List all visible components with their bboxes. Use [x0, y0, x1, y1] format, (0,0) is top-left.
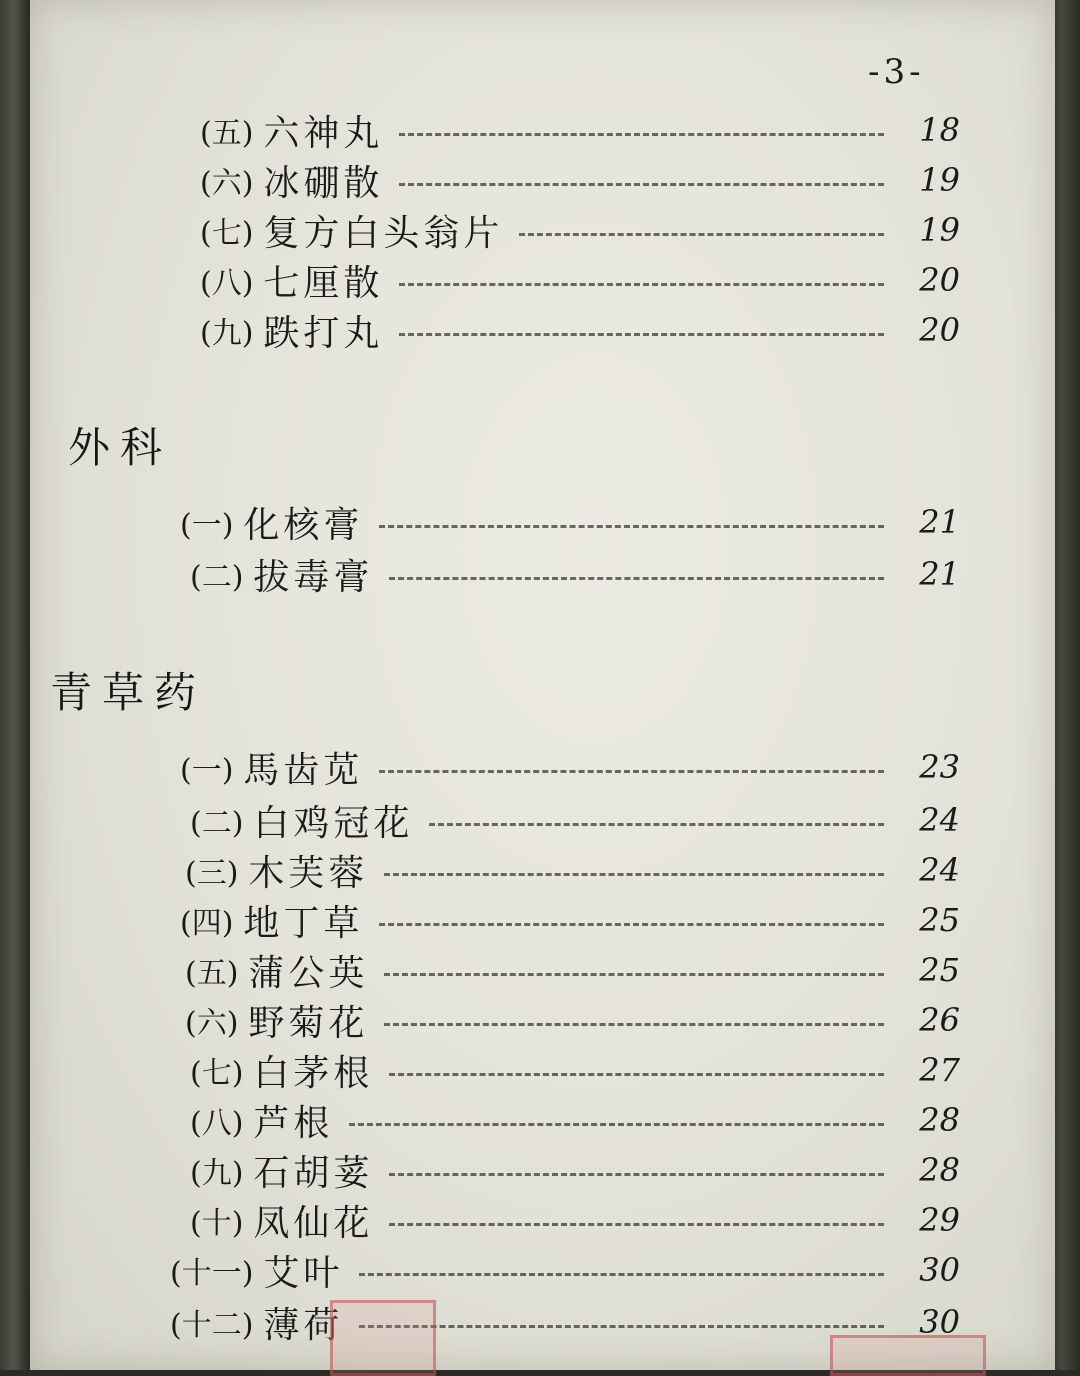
seal-stamp [330, 1300, 436, 1376]
entry-title: 跌打丸 [263, 312, 384, 354]
dot-leader [384, 1023, 884, 1026]
entry-number: (七) [190, 1056, 244, 1091]
toc-entry [190, 1048, 960, 1092]
entry-page: 24 [919, 851, 960, 889]
entry-title: 木芙蓉 [248, 852, 369, 894]
toc-entry [170, 1248, 960, 1292]
toc-entry [200, 258, 960, 302]
dot-leader [399, 183, 884, 186]
dot-leader [359, 1273, 884, 1276]
dot-leader [399, 133, 884, 136]
dot-leader [389, 1223, 884, 1226]
toc-entry [185, 998, 960, 1042]
document-page [30, 0, 1055, 1370]
entry-page: 19 [919, 161, 960, 199]
toc-entry [190, 552, 960, 596]
dot-leader [389, 577, 884, 580]
dot-leader [389, 1073, 884, 1076]
dot-leader [389, 1173, 884, 1176]
entry-title: 馬齿苋 [243, 749, 364, 791]
entry-number: (九) [200, 316, 254, 351]
page-number: -3- [868, 52, 925, 92]
entry-page: 28 [919, 1101, 960, 1139]
toc-entry [185, 948, 960, 992]
dot-leader [349, 1123, 884, 1126]
entry-title: 六神丸 [263, 112, 384, 154]
entry-number: (八) [190, 1106, 244, 1141]
entry-title: 野菊花 [248, 1002, 369, 1044]
entry-page: 24 [919, 801, 960, 839]
toc-entry [190, 1098, 960, 1142]
entry-page: 20 [919, 261, 960, 299]
dot-leader [384, 973, 884, 976]
toc-entry [185, 848, 960, 892]
entry-page: 23 [919, 748, 960, 786]
entry-title: 七厘散 [263, 262, 384, 304]
entry-page: 25 [919, 951, 960, 989]
toc-entry [180, 745, 960, 789]
toc-entry [180, 500, 960, 544]
toc-entry [190, 1198, 960, 1242]
entry-page: 25 [919, 901, 960, 939]
entry-page: 27 [919, 1051, 960, 1089]
dot-leader [384, 873, 884, 876]
entry-number: (四) [180, 906, 234, 941]
entry-number: (三) [185, 856, 239, 891]
entry-number: (十二) [170, 1308, 254, 1343]
entry-page: 21 [919, 503, 960, 541]
entry-number: (二) [190, 560, 244, 595]
entry-page: 19 [919, 211, 960, 249]
entry-number: (二) [190, 806, 244, 841]
entry-number: (八) [200, 266, 254, 301]
entry-page: 18 [919, 111, 960, 149]
entry-number: (十一) [170, 1256, 254, 1291]
section-heading: 青草药 [50, 668, 207, 717]
entry-page: 21 [919, 555, 960, 593]
section-heading: 外科 [68, 423, 173, 472]
entry-title: 冰硼散 [263, 162, 384, 204]
entry-title: 复方白头翁片 [263, 212, 504, 254]
entry-title: 薄荷 [263, 1304, 344, 1346]
toc-entry [200, 208, 960, 252]
toc-entry [200, 108, 960, 152]
toc-entry [190, 1148, 960, 1192]
toc-entry [180, 898, 960, 942]
entry-title: 艾叶 [263, 1252, 344, 1294]
entry-number: (一) [180, 508, 234, 543]
dot-leader [379, 923, 884, 926]
entry-title: 白茅根 [253, 1052, 374, 1094]
entry-page: 28 [919, 1151, 960, 1189]
entry-number: (七) [200, 216, 254, 251]
entry-number: (六) [185, 1006, 239, 1041]
entry-title: 白鸡冠花 [253, 802, 414, 844]
entry-title: 蒲公英 [248, 952, 369, 994]
entry-title: 石胡荽 [253, 1152, 374, 1194]
entry-number: (九) [190, 1156, 244, 1191]
entry-number: (一) [180, 753, 234, 788]
dot-leader [399, 283, 884, 286]
dot-leader [519, 233, 884, 236]
dot-leader [359, 1325, 884, 1328]
entry-page: 26 [919, 1001, 960, 1039]
dot-leader [399, 333, 884, 336]
entry-title: 芦根 [253, 1102, 334, 1144]
toc-entry [200, 158, 960, 202]
entry-page: 30 [919, 1251, 960, 1289]
dot-leader [429, 823, 884, 826]
entry-number: (五) [185, 956, 239, 991]
entry-title: 化核膏 [243, 504, 364, 546]
entry-number: (十) [190, 1206, 244, 1241]
toc-entry [190, 798, 960, 842]
entry-title: 拔毒膏 [253, 556, 374, 598]
entry-page: 20 [919, 311, 960, 349]
entry-title: 地丁草 [243, 902, 364, 944]
dot-leader [379, 770, 884, 773]
entry-page: 29 [919, 1201, 960, 1239]
entry-number: (六) [200, 166, 254, 201]
entry-number: (五) [200, 116, 254, 151]
toc-entry [200, 308, 960, 352]
dot-leader [379, 525, 884, 528]
entry-title: 凤仙花 [253, 1202, 374, 1244]
entry-page: 30 [919, 1303, 960, 1341]
